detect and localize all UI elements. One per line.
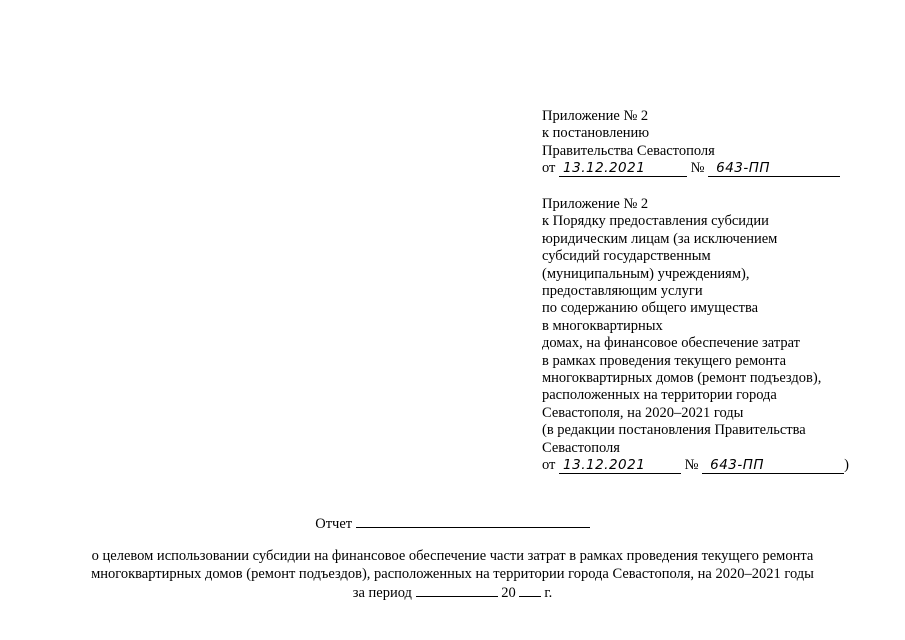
appendix-line: Приложение № 2 — [542, 108, 649, 124]
appendix-line: по содержанию общего имущества — [542, 300, 759, 317]
appendix-line: Севастополя — [542, 439, 620, 456]
appendix-line: к постановлению — [542, 125, 650, 142]
decree-date: 13.12.2021 — [559, 458, 681, 474]
number-label: № — [684, 457, 699, 474]
report-period — [0, 583, 905, 603]
report-description — [0, 548, 905, 603]
period-label: за период — [352, 585, 412, 602]
report-desc-line: о целевом использовании субсидии на финансовое обеспечение части затрат в рамках проведения текущего ремонта — [91, 548, 814, 564]
appendix-line: юридическим лицам (за исключением — [542, 230, 778, 247]
appendix-line: (муниципальным) учреждениям), — [542, 265, 750, 282]
decree-reference — [542, 457, 849, 475]
appendix-line: Правительства Севастополя — [542, 142, 715, 159]
report-title-label: Отчет — [315, 516, 353, 532]
decree-reference — [542, 160, 840, 178]
appendix-line: расположенных на территории города — [542, 387, 777, 404]
closing-parenthesis: ) — [844, 457, 849, 474]
appendix-header-procedure — [542, 196, 849, 475]
appendix-line: к Порядку предоставления субсидии — [542, 213, 769, 230]
appendix-line: многоквартирных домов (ремонт подъездов), — [542, 370, 822, 387]
year-suffix: г. — [544, 585, 553, 602]
appendix-line: в рамках проведения текущего ремонта — [542, 352, 787, 369]
year-blank — [519, 583, 541, 597]
year-prefix: 20 — [501, 585, 516, 602]
appendix-header-decree — [542, 108, 840, 178]
appendix-line: домах, на финансовое обеспечение затрат — [542, 335, 800, 352]
appendix-line: в многоквартирных — [542, 317, 663, 334]
period-blank — [416, 583, 498, 597]
appendix-line: субсидий государственным — [542, 248, 711, 265]
appendix-line: Приложение № 2 — [542, 196, 649, 212]
appendix-line: предоставляющим услуги — [542, 283, 703, 300]
appendix-line: Севастополя, на 2020–2021 годы — [542, 404, 744, 421]
appendix-line: (в редакции постановления Правительства — [542, 422, 806, 439]
decree-number: 643-ПП — [708, 161, 840, 177]
report-title — [0, 514, 905, 534]
decree-number: 643-ПП — [702, 458, 844, 474]
number-label: № — [690, 160, 705, 177]
from-label: от — [542, 160, 556, 177]
report-title-blank — [356, 514, 590, 528]
report-desc-line: многоквартирных домов (ремонт подъездов), расположенных на территории города Севастополя, на 2020–2021 годы — [91, 565, 814, 582]
from-label: от — [542, 457, 556, 474]
decree-date: 13.12.2021 — [559, 161, 687, 177]
